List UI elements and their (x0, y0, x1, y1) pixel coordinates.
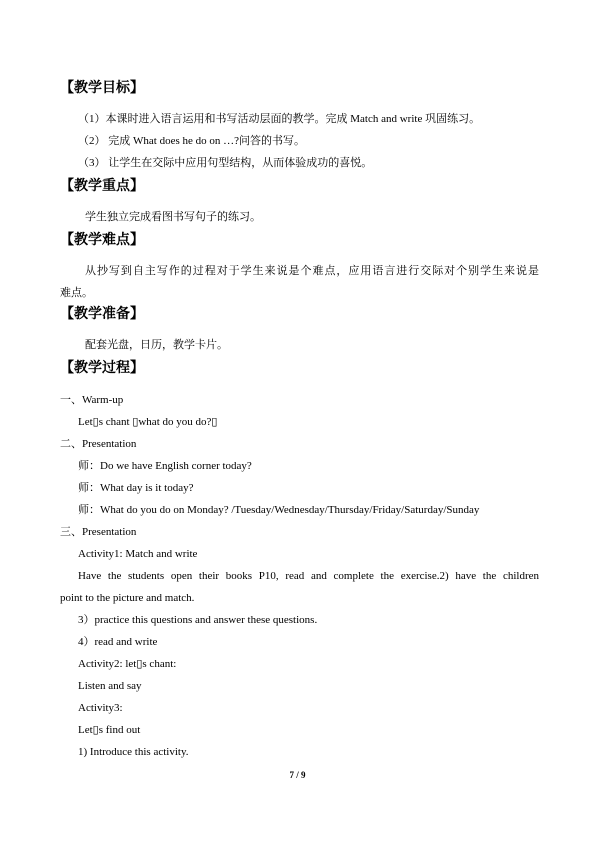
key-points-text: 学生独立完成看图书写句子的练习。 (85, 211, 261, 223)
difficulties-text-line1: 从抄写到自主写作的过程对于学生来说是个难点，应用语言进行交际对个别学生来说是 (85, 265, 539, 277)
process-line: Have the students open their books P10, read and complete the exercise.2) have the children (78, 570, 539, 582)
process-line: 3）practice this questions and answer these questions. (78, 614, 318, 626)
process-line: 师：Do we have English corner today? (78, 460, 252, 472)
difficulties-text-line2: 难点。 (60, 287, 93, 299)
objective-item-2: （2） 完成 What does he do on …?问答的书写。 (78, 135, 305, 147)
process-line: Listen and say (78, 680, 142, 692)
process-line: Let▯s chant ▯what do you do?▯ (78, 416, 218, 428)
process-line: 4）read and write (78, 636, 158, 648)
preparation-heading: 【教学准备】 (60, 307, 144, 322)
process-line: Activity3: (78, 702, 123, 714)
process-line: 二、Presentation (60, 438, 137, 450)
objective-item-3: （3） 让学生在交际中应用句型结构，从而体验成功的喜悦。 (78, 157, 373, 169)
page-number: 7 / 9 (289, 770, 306, 780)
process-line: Activity1: Match and write (78, 548, 198, 560)
process-line: 一、Warm-up (60, 394, 124, 406)
process-line: Activity2: let▯s chant: (78, 658, 177, 670)
process-line: 师：What day is it today? (78, 482, 194, 494)
difficulties-heading: 【教学难点】 (60, 233, 144, 248)
process-line: 三、Presentation (60, 526, 137, 538)
key-points-heading: 【教学重点】 (60, 179, 144, 194)
process-line: point to the picture and match. (60, 592, 195, 604)
objective-item-1: （1）本课时进入语言运用和书写活动层面的教学。完成 Match and write 巩固练习。 (78, 113, 481, 125)
process-line: Let▯s find out (78, 724, 141, 736)
objectives-heading: 【教学目标】 (60, 81, 144, 96)
preparation-text: 配套光盘，日历，教学卡片。 (85, 339, 228, 351)
process-line: 师：What do you do on Monday? /Tuesday/Wednesday/Thursday/Friday/Saturday/Sunday (78, 504, 480, 516)
process-heading: 【教学过程】 (60, 361, 144, 376)
process-line: 1) Introduce this activity. (78, 746, 189, 758)
